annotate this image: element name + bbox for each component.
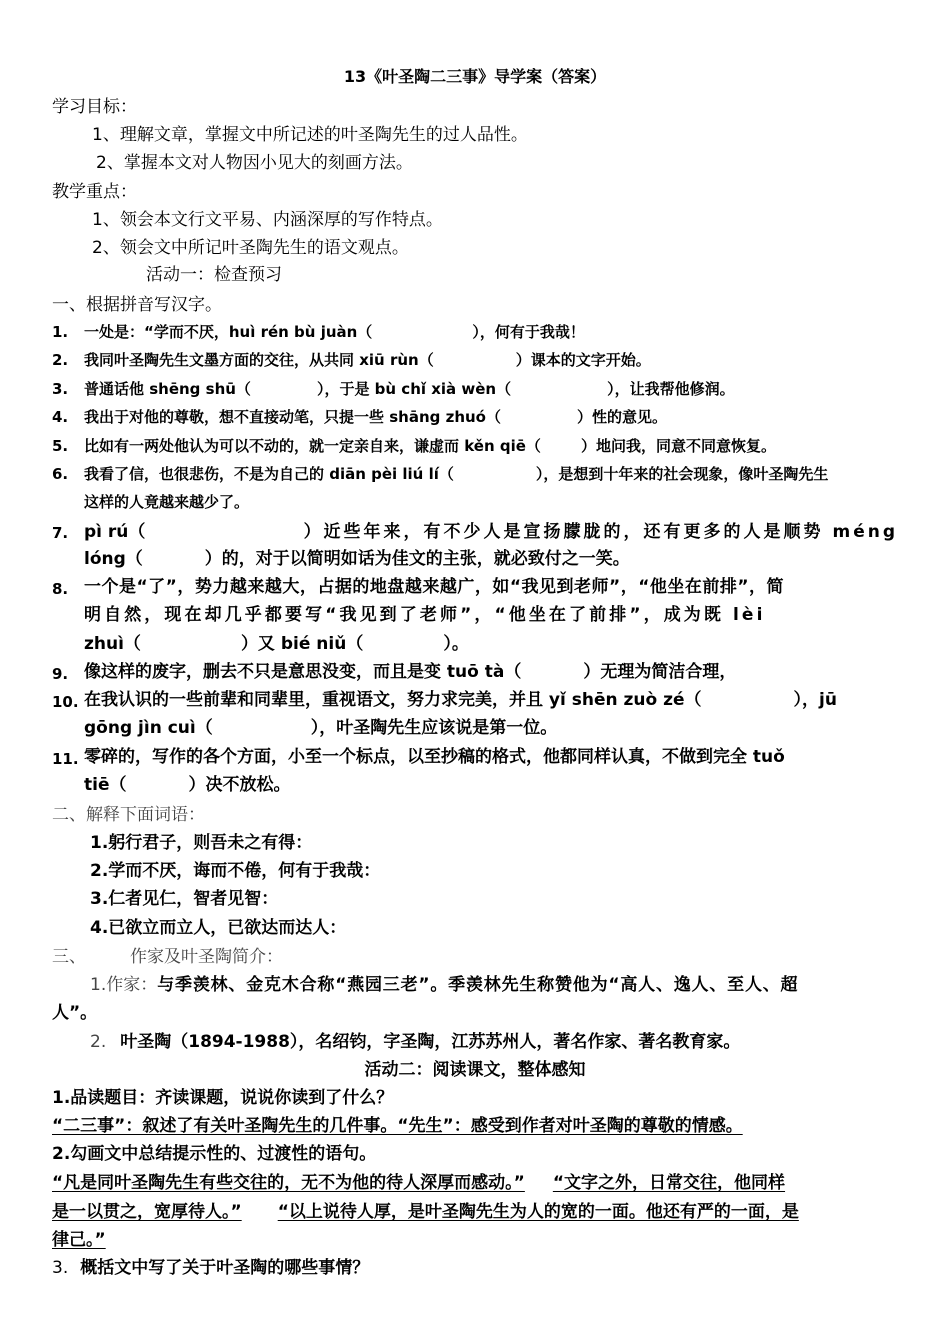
question-number: 4. [52,408,69,426]
question-text [84,406,667,428]
reading-answer [52,1172,785,1194]
question-part: 我看了信，也很悲伤，不是为自己的 diān pèi liú lí（ [84,465,454,483]
question-text: 明自然，现在却几乎都要写“我见到了老师”，“他坐在了前排”，成为既 lèi [84,605,766,625]
question-part: ），jū [793,690,837,710]
question-part: 普通话他 shēng shū（ [84,380,251,398]
goals-heading: 学习目标： [52,97,137,117]
question-part: 概括文中写了关于叶圣陶的哪些事情？ [80,1258,370,1278]
question-text: 这样的人竟越来越少了。 [84,493,250,511]
question-text [84,520,898,544]
question-part: 在我认识的一些前辈和同辈里，重视语文，努力求完美，并且 yǐ shēn zuò zé（ [84,690,702,710]
question-part: gōng jìn cuì（ [84,718,213,738]
question-text [84,349,651,371]
intro-text: 人”。 [52,1003,98,1023]
question-text [84,633,469,655]
reading-answer: 律己。” [52,1230,106,1250]
section-heading: 一、根据拼音写汉字。 [52,295,222,315]
question-part: ）近些年来，有不少人是宣扬朦胧的，还有更多的人是顺势 méng [303,522,898,542]
question-number: 3. [52,380,69,398]
focus-item: 1、领会本文行文平易、内涵深厚的写作特点。 [92,210,443,230]
question-part: ），让我帮他修润。 [607,380,735,398]
question-part: ）地问我，同意不同意恢复。 [580,437,776,455]
intro-text [90,1031,740,1053]
reading-question [52,1257,369,1279]
focus-heading: 教学重点： [52,182,137,202]
goal-item: 2、掌握本文对人物因小见大的刻画方法。 [96,153,413,173]
question-part: 我同叶圣陶先生文墨方面的交往，从共同 xiū rùn（ [84,351,434,369]
reading-answer: “二三事”：叙述了有关叶圣陶先生的几件事。“先生”：感受到作者对叶圣陶的尊敬的情感。 [52,1116,743,1136]
question-part: ）又 bié niǔ（ [240,634,364,654]
question-text: 零碎的，写作的各个方面，小至一个标点，以至抄稿的格式，他都同样认真，不做到完全 tuǒ [84,747,785,767]
term-item: 4.已欲立而立人，已欲达而达人： [90,918,347,938]
question-part: ），于是 bù chǐ xià wèn（ [316,380,512,398]
question-part: lóng（ [84,549,143,569]
question-text [84,689,837,711]
section-heading: 作家及叶圣陶简介： [130,947,283,967]
question-part: ）无理为简洁合理， [583,662,737,682]
page-title: 13《叶圣陶二三事》导学案（答案） [343,67,607,86]
intro-label: 2. [90,1032,107,1052]
question-number: 1. [52,323,69,341]
reading-question: 1.品读题目：齐读课题，说说你读到了什么？ [52,1088,394,1108]
question-number: 3. [52,1258,69,1278]
question-part: ），叶圣陶先生应该说是第一位。 [310,718,558,738]
question-part: 一处是：“学而不厌，huì rén bù juàn（ [84,323,373,341]
focus-item: 2、领会文中所记叶圣陶先生的语文观点。 [92,238,409,258]
term-item: 3.仁者见仁，智者见智： [90,889,279,909]
question-part: pì rú（ [84,522,146,542]
section-number: 三、 [52,947,86,967]
question-text [84,435,776,457]
question-part: ），是想到十年来的社会现象，像叶圣陶先生 [535,465,829,483]
question-part: 像这样的废字，删去不只是意思没变，而且是变 tuō tà（ [84,662,522,682]
reading-answer [52,1201,799,1223]
reading-question: 2.勾画文中总结提示性的、过渡性的语句。 [52,1144,377,1164]
question-number: 2. [52,351,69,369]
activity-heading: 活动二：阅读课文，整体感知 [364,1060,586,1080]
term-item: 2.学而不厌，诲而不倦，何有于我哉： [90,861,381,881]
question-text [84,378,735,400]
intro-text [90,974,798,996]
intro-part: 叶圣陶（1894-1988），名绍钧，字圣陶，江苏苏州人，著名作家、著名教育家。 [120,1032,741,1052]
question-number: 9. [52,665,69,683]
question-part: ），何有于我哉！ [472,323,585,341]
question-part: 我出于对他的尊敬，想不直接动笔，只提一些 shāng zhuó（ [84,408,501,426]
question-text [84,321,585,343]
question-text [84,661,736,683]
question-text [84,774,290,796]
question-part: ）课本的文字开始。 [515,351,651,369]
answer-part: “以上说待人厚，是叶圣陶先生为人的宽的一面。他还有严的一面，是 [277,1202,799,1222]
intro-part: 与季羡林、金克木合称“燕园三老”。季羡林先生称赞他为“高人、逸人、至人、超 [157,975,799,995]
question-part: ）的，对于以简明如话为佳文的主张，就必致付之一笑。 [204,549,630,569]
answer-part: “文字之外，日常交往，他同样 [552,1173,786,1193]
question-text [84,463,828,485]
intro-label: 1.作家： [90,975,158,995]
question-number: 8. [52,580,69,598]
question-number: 7. [52,524,69,542]
question-part: zhuì（ [84,634,141,654]
goal-item: 1、理解文章，掌握文中所记述的叶圣陶先生的过人品性。 [92,125,528,145]
question-text [84,717,557,739]
question-number: 5. [52,437,69,455]
question-part: tiē（ [84,775,127,795]
question-text [84,548,630,570]
question-text: 一个是“了”，势力越来越大，占据的地盘越来越广，如“我见到老师”，“他坐在前排”，简 [84,577,785,597]
answer-part: 是一以贯之，宽厚待人。” [52,1202,242,1222]
question-part: ）。 [443,634,469,654]
term-item: 1.躬行君子，则吾未之有得： [90,833,313,853]
answer-part: “凡是同叶圣陶先生有些交往的，无不为他的待人深厚而感动。” [52,1173,525,1193]
section-heading: 二、解释下面词语： [52,805,205,825]
question-number: 11. [52,750,79,768]
question-number: 10. [52,693,79,711]
question-part: ）决不放松。 [188,775,291,795]
question-part: ）性的意见。 [577,408,668,426]
question-number: 6. [52,465,69,483]
activity-heading: 活动一：检查预习 [146,265,282,285]
question-part: 比如有一两处他认为可以不动的，就一定亲自来，谦虚而 kěn qiē（ [84,437,541,455]
